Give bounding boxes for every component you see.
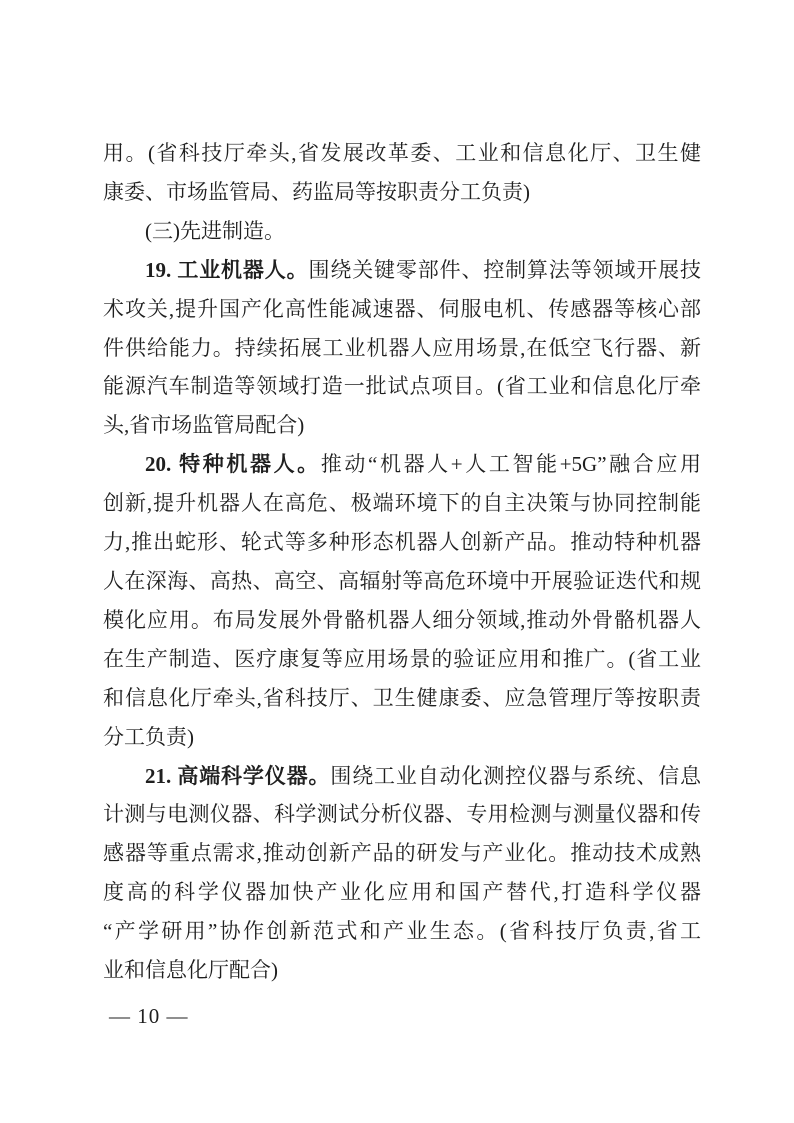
text-run: 件供给能力。持续拓展工业机器人应用场景,在低空飞行器、新	[103, 335, 701, 360]
text-line	[103, 173, 701, 212]
text-run: 业和信息化厅配合)	[103, 958, 278, 983]
text-line	[103, 873, 701, 912]
text-run: 围绕关键零部件、控制算法等领域开展技	[308, 257, 702, 282]
text-run: 术攻关,提升国产化高性能减速器、伺服电机、传感器等核心部	[103, 296, 701, 321]
text-line	[103, 601, 701, 640]
heading-run: 20. 特种机器人。	[145, 452, 321, 477]
text-line	[103, 757, 701, 796]
text-run: 和信息化厅牵头,省科技厅、卫生健康委、应急管理厅等按职责	[103, 685, 701, 710]
text-run: 创新,提升机器人在高危、极端环境下的自主决策与协同控制能	[103, 491, 701, 516]
text-run: 头,省市场监管局配合)	[103, 413, 305, 438]
text-line	[103, 445, 701, 484]
text-line	[103, 718, 701, 757]
text-line	[103, 640, 701, 679]
text-run: 在生产制造、医疗康复等应用场景的验证应用和推广。(省工业	[103, 646, 701, 671]
text-run: 计测与电测仪器、科学测试分析仪器、专用检测与测量仪器和传	[103, 802, 701, 827]
text-line	[103, 562, 701, 601]
text-line	[103, 134, 701, 173]
document-body	[103, 134, 701, 990]
text-line	[103, 290, 701, 329]
text-line	[103, 523, 701, 562]
text-line	[103, 834, 701, 873]
page-number: — 10 —	[109, 1004, 189, 1028]
text-line	[103, 679, 701, 718]
text-line	[103, 367, 701, 406]
text-run: 分工负责)	[103, 724, 194, 749]
heading-run: 19. 工业机器人。	[145, 257, 309, 282]
text-run: 能源汽车制造等领域打造一批试点项目。(省工业和信息化厅牵	[103, 374, 701, 399]
text-line	[103, 251, 701, 290]
text-line	[103, 912, 701, 951]
text-run: 度高的科学仪器加快产业化应用和国产替代,打造科学仪器	[103, 880, 701, 905]
text-line	[103, 951, 701, 990]
text-run: 感器等重点需求,推动创新产品的研发与产业化。推动技术成熟	[103, 841, 701, 866]
text-line	[103, 406, 701, 445]
text-line	[103, 795, 701, 834]
text-line	[103, 484, 701, 523]
text-run: 模化应用。布局发展外骨骼机器人细分领域,推动外骨骼机器人	[103, 607, 701, 632]
text-run: 推动“机器人+人工智能+5G”融合应用	[320, 452, 701, 477]
heading-run: 21. 高端科学仪器。	[145, 763, 331, 788]
text-run: 用。(省科技厅牵头,省发展改革委、工业和信息化厅、卫生健	[103, 141, 701, 165]
text-run: 康委、市场监管局、药监局等按职责分工负责)	[103, 179, 530, 204]
text-run: (三)先进制造。	[145, 218, 285, 243]
text-line	[103, 212, 701, 251]
text-run: “产学研用”协作创新范式和产业生态。(省科技厅负责,省工	[103, 919, 701, 944]
text-run: 力,推出蛇形、轮式等多种形态机器人创新产品。推动特种机器	[103, 530, 701, 555]
text-line	[103, 329, 701, 368]
text-run: 人在深海、高热、高空、高辐射等高危环境中开展验证迭代和规	[103, 568, 701, 593]
text-run: 围绕工业自动化测控仪器与系统、信息	[330, 763, 702, 788]
